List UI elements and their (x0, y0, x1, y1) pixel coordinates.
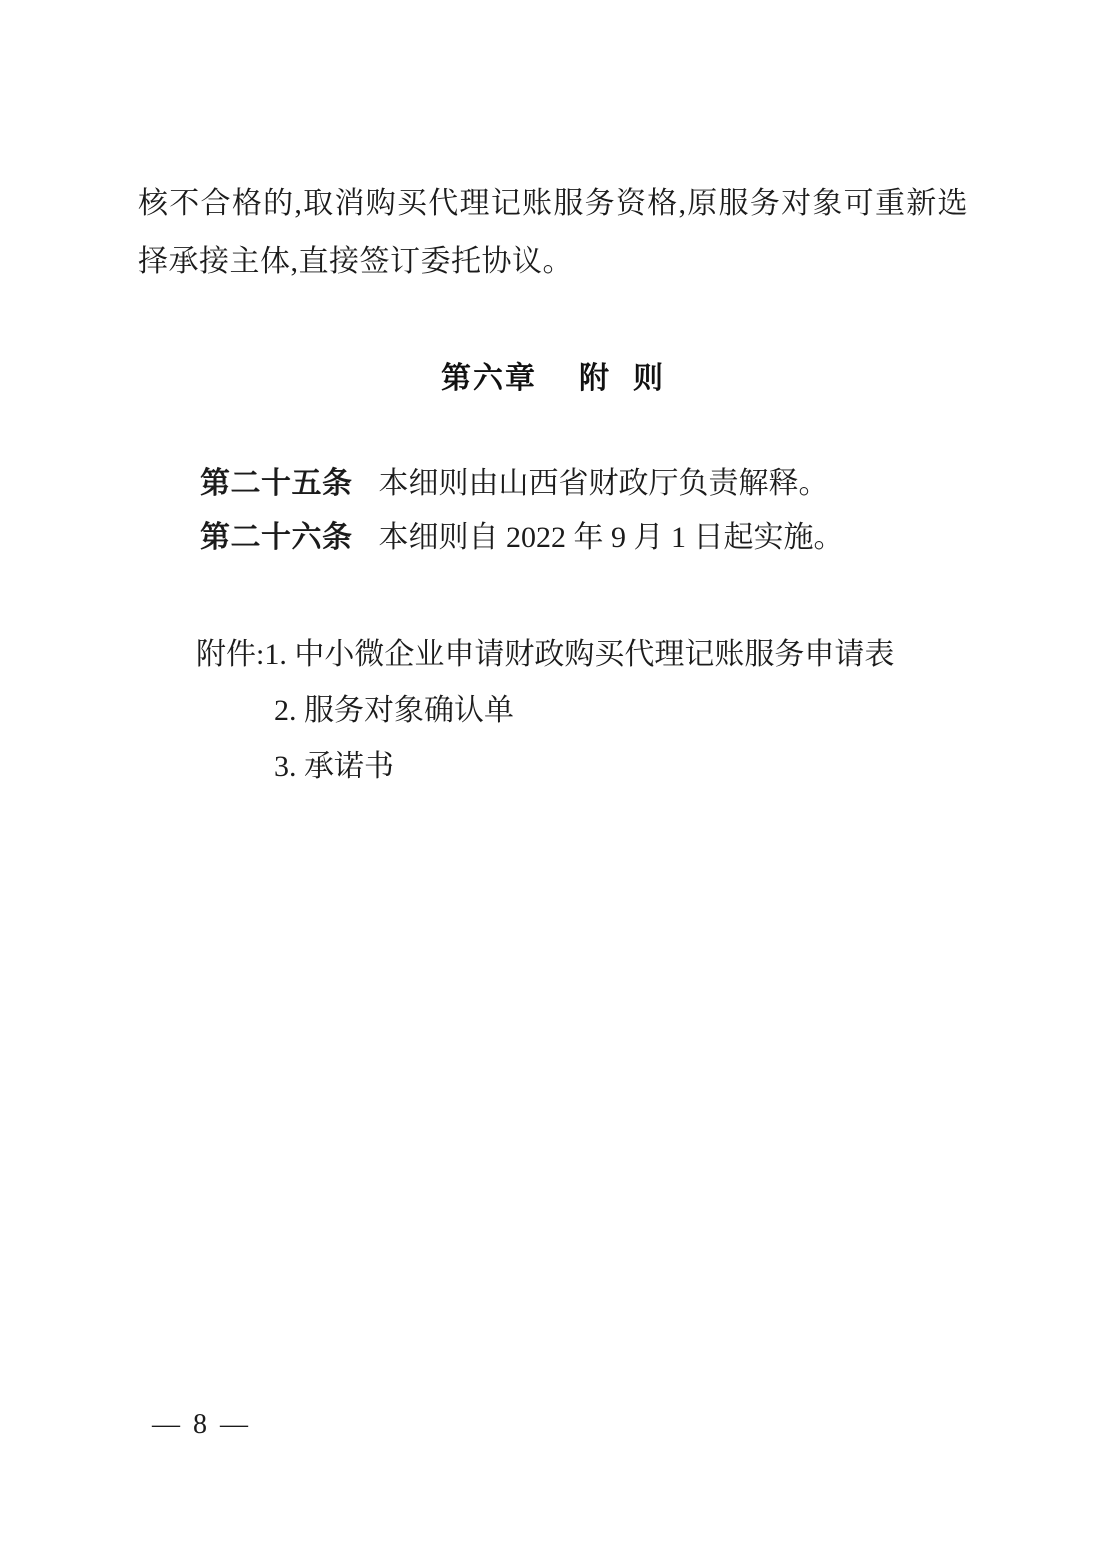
article-list (138, 457, 968, 565)
article-item (138, 511, 968, 565)
attachment-item: 3. 承诺书 (274, 750, 394, 783)
chapter-title-char-1: 附 (579, 362, 611, 395)
attachment-label: 附件: (196, 638, 265, 671)
page-number: — 8 — (152, 1409, 251, 1440)
article-number: 第二十六条 (200, 521, 353, 554)
page-content (138, 175, 968, 795)
attachment-item: 2. 服务对象确认单 (274, 694, 514, 727)
chapter-heading (138, 353, 968, 397)
article-number: 第二十五条 (200, 467, 353, 500)
attachment-first-line (138, 627, 968, 683)
chapter-number: 第六章 (441, 362, 537, 395)
article-text: 本细则由山西省财政厅负责解释。 (378, 467, 829, 500)
article-text: 本细则自 2022 年 9 月 1 日起实施。 (378, 521, 844, 554)
article-item (138, 457, 968, 511)
attachment-list (138, 627, 968, 795)
attachment-item-1: 1. 中小微企业申请财政购买代理记账服务申请表 (264, 638, 895, 671)
continued-paragraph: 核不合格的,取消购买代理记账服务资格,原服务对象可重新选择承接主体,直接签订委托协议。 (138, 187, 968, 278)
chapter-title-char-2: 则 (633, 362, 665, 395)
